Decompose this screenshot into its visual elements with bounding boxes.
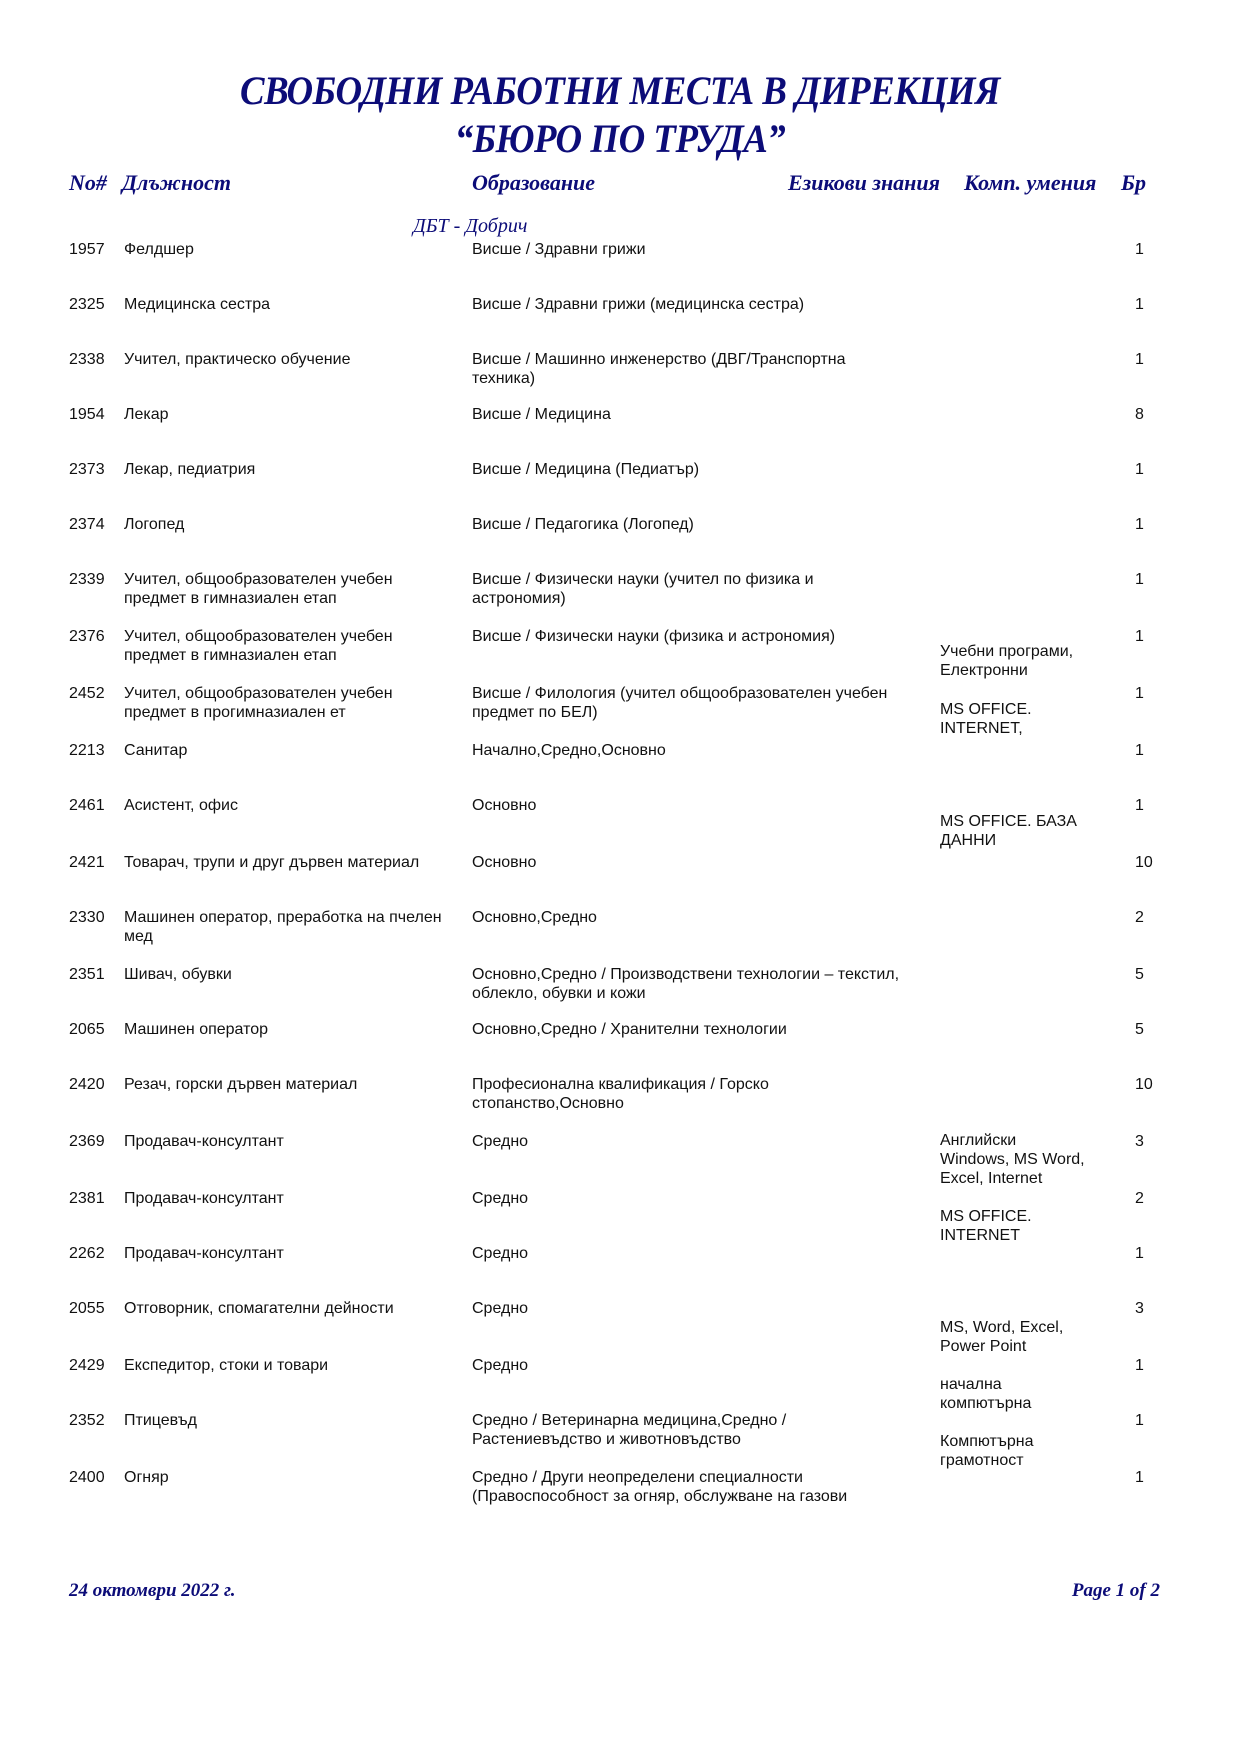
document-title-line1: СВОБОДНИ РАБОТНИ МЕСТА В ДИРЕКЦИЯ	[240, 68, 1000, 113]
row-education: Висше / Медицина (Педиатър)	[472, 461, 700, 478]
row-education: Средно / Ветеринарна медицина,Средно / Растениевъдство и животновъдство	[472, 1412, 787, 1448]
row-number: 2338	[69, 351, 105, 368]
row-count: 1	[1135, 461, 1144, 478]
column-header-education: Образование	[472, 170, 596, 195]
row-count: 5	[1135, 966, 1144, 983]
row-position: Шивач, обувки	[124, 966, 232, 983]
row-education: Висше / Медицина	[472, 406, 611, 423]
row-number: 2065	[69, 1021, 105, 1038]
row-number: 1954	[69, 406, 105, 423]
row-number: 2429	[69, 1357, 105, 1374]
row-count: 1	[1135, 1357, 1144, 1374]
skill-note: MS, Word, Excel, Power Point	[940, 1319, 1064, 1355]
row-count: 1	[1135, 351, 1144, 368]
column-header-count: Бр	[1121, 170, 1146, 195]
row-position: Учител, практическо обучение	[124, 351, 351, 368]
row-position: Експедитор, стоки и товари	[124, 1357, 329, 1374]
row-number: 2369	[69, 1133, 105, 1150]
row-count: 1	[1135, 742, 1144, 759]
skill-note: MS OFFICE. INTERNET	[940, 1208, 1032, 1244]
row-count: 1	[1135, 241, 1144, 258]
skill-note: MS OFFICE. БАЗА ДАННИ	[940, 813, 1077, 849]
row-number: 2452	[69, 685, 105, 702]
row-education: Средно	[472, 1133, 529, 1150]
row-number: 2055	[69, 1300, 105, 1317]
row-count: 1	[1135, 1412, 1144, 1429]
row-education: Основно,Средно / Производствени технологии – текстил, облекло, обувки и кожи	[472, 966, 900, 1002]
section-heading: ДБТ - Добрич	[413, 215, 528, 237]
row-position: Лекар	[124, 406, 169, 423]
row-position: Учител, общообразователен учебен предмет в гимназиален етап	[124, 571, 393, 607]
row-position: Товарач, трупи и друг дървен материал	[124, 854, 420, 871]
row-education: Висше / Здравни грижи	[472, 241, 646, 258]
row-number: 2376	[69, 628, 105, 645]
row-count: 10	[1135, 1076, 1153, 1093]
skill-note: Английски Windows, MS Word, Excel, Internet	[940, 1132, 1085, 1187]
row-number: 2420	[69, 1076, 105, 1093]
row-number: 1957	[69, 241, 105, 258]
row-position: Учител, общообразователен учебен предмет в гимназиален етап	[124, 628, 393, 664]
column-header-position: Длъжност	[122, 170, 231, 195]
row-number: 2374	[69, 516, 105, 533]
row-count: 1	[1135, 1469, 1144, 1486]
row-education: Професионална квалификация / Горско стопанство,Основно	[472, 1076, 769, 1112]
row-position: Лекар, педиатрия	[124, 461, 256, 478]
row-position: Санитар	[124, 742, 188, 759]
row-position: Машинен оператор, преработка на пчелен мед	[124, 909, 442, 945]
row-count: 1	[1135, 797, 1144, 814]
row-education: Средно	[472, 1300, 529, 1317]
row-education: Основно	[472, 797, 537, 814]
row-count: 1	[1135, 516, 1144, 533]
row-number: 2381	[69, 1190, 105, 1207]
row-count: 3	[1135, 1300, 1144, 1317]
row-education: Средно	[472, 1190, 529, 1207]
row-count: 3	[1135, 1133, 1144, 1150]
row-count: 1	[1135, 296, 1144, 313]
row-position: Резач, горски дървен материал	[124, 1076, 358, 1093]
row-count: 2	[1135, 1190, 1144, 1207]
row-position: Асистент, офис	[124, 797, 238, 814]
row-education: Основно	[472, 854, 537, 871]
row-count: 1	[1135, 1245, 1144, 1262]
row-education: Висше / Здравни грижи (медицинска сестра)	[472, 296, 805, 313]
row-number: 2352	[69, 1412, 105, 1429]
row-number: 2325	[69, 296, 105, 313]
row-education: Висше / Педагогика (Логопед)	[472, 516, 694, 533]
row-number: 2400	[69, 1469, 105, 1486]
row-count: 5	[1135, 1021, 1144, 1038]
row-number: 2373	[69, 461, 105, 478]
row-count: 10	[1135, 854, 1153, 871]
skill-note: MS OFFICE. INTERNET,	[940, 701, 1032, 737]
row-position: Продавач-консултант	[124, 1190, 284, 1207]
row-count: 2	[1135, 909, 1144, 926]
column-header-no: No#	[69, 170, 107, 195]
row-education: Основно,Средно / Хранителни технологии	[472, 1021, 787, 1038]
skill-note: Компютърна грамотност	[940, 1433, 1034, 1469]
row-number: 2330	[69, 909, 105, 926]
column-header-computer-skills: Комп. умения	[964, 170, 1097, 195]
row-position: Фелдшер	[124, 241, 194, 258]
row-count: 1	[1135, 685, 1144, 702]
row-number: 2421	[69, 854, 105, 871]
row-number: 2461	[69, 797, 105, 814]
row-education: Начално,Средно,Основно	[472, 742, 666, 759]
row-position: Птицевъд	[124, 1412, 197, 1429]
row-education: Висше / Машинно инженерство (ДВГ/Транспортна техника)	[472, 351, 846, 387]
row-education: Висше / Физически науки (физика и астрономия)	[472, 628, 836, 645]
row-position: Логопед	[124, 516, 185, 533]
row-number: 2262	[69, 1245, 105, 1262]
row-position: Огняр	[124, 1469, 169, 1486]
row-count: 1	[1135, 571, 1144, 588]
row-number: 2351	[69, 966, 105, 983]
skill-note: Учебни програми, Електронни	[940, 643, 1074, 679]
row-position: Машинен оператор	[124, 1021, 269, 1038]
row-position: Учител, общообразователен учебен предмет в прогимназиален ет	[124, 685, 393, 721]
row-education: Средно / Други неопределени специалности (Правоспособност за огняр, обслужване на газови	[472, 1469, 848, 1505]
row-education: Средно	[472, 1357, 529, 1374]
row-position: Отговорник, спомагателни дейности	[124, 1300, 394, 1317]
row-position: Продавач-консултант	[124, 1133, 284, 1150]
row-number: 2213	[69, 742, 105, 759]
footer-date: 24 октомври 2022 г.	[69, 1580, 236, 1601]
footer-page-number: Page 1 of 2	[1071, 1580, 1160, 1601]
column-header-languages: Езикови знания	[788, 170, 940, 195]
row-education: Основно,Средно	[472, 909, 597, 926]
row-number: 2339	[69, 571, 105, 588]
row-count: 8	[1135, 406, 1144, 423]
row-position: Медицинска сестра	[124, 296, 270, 313]
skill-note: начална компютърна	[940, 1376, 1032, 1412]
row-education: Висше / Физически науки (учител по физика и астрономия)	[472, 571, 814, 607]
row-count: 1	[1135, 628, 1144, 645]
document-title-line2: “БЮРО ПО ТРУДА”	[454, 116, 786, 161]
row-position: Продавач-консултант	[124, 1245, 284, 1262]
row-education: Средно	[472, 1245, 529, 1262]
row-education: Висше / Филология (учител общообразователен учебен предмет по БЕЛ)	[472, 685, 888, 721]
